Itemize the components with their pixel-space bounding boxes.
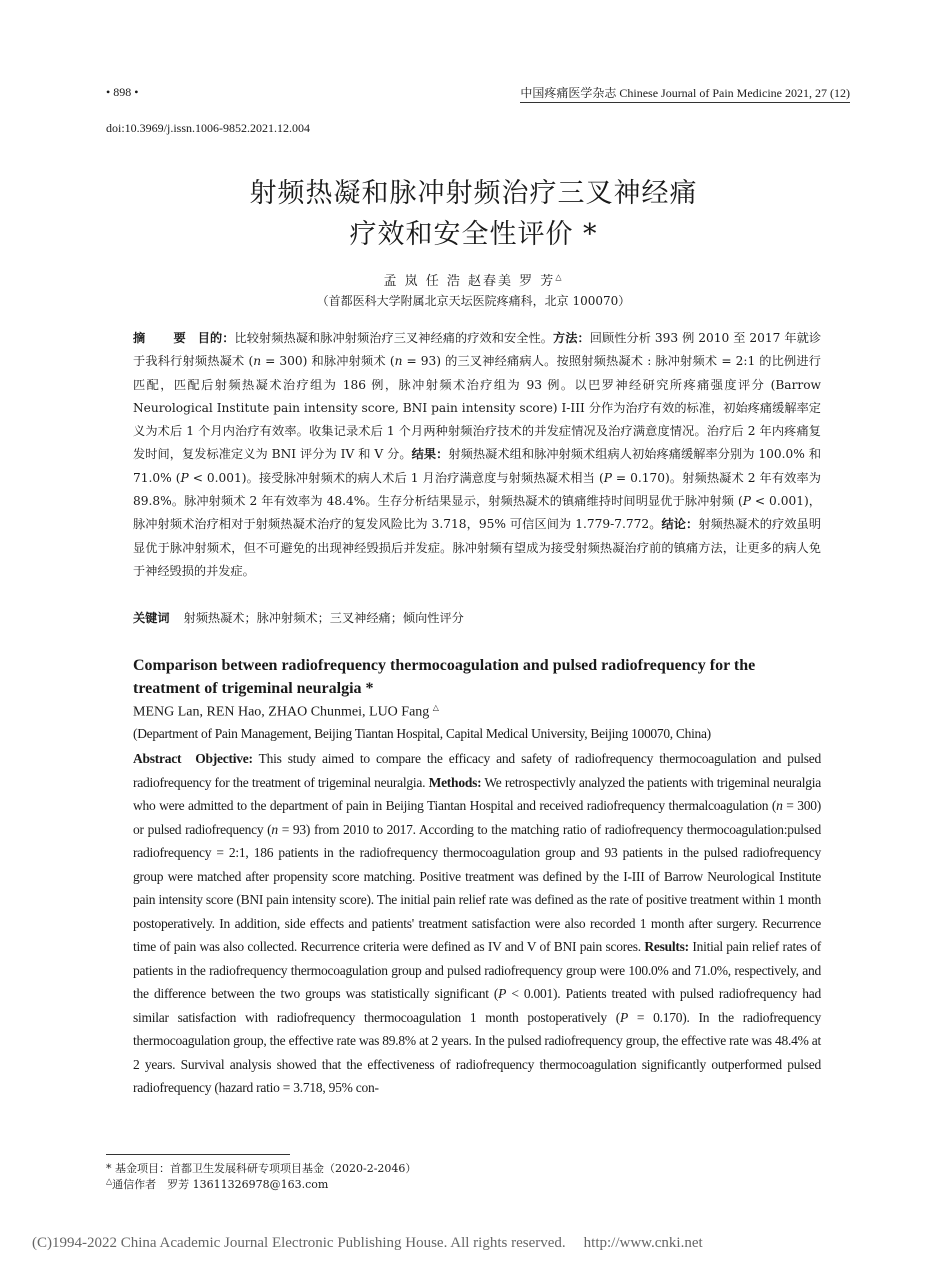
authors-en [133, 703, 439, 721]
p-symbol: P [180, 470, 189, 485]
p-symbol: P [498, 986, 507, 1001]
footnote-fund: * 基金项目：首都卫生发展科研专项项目基金（2020-2-2046） [106, 1162, 417, 1175]
footnote-corresponding [106, 1176, 328, 1192]
authors-en-names: MENG Lan, REN Hao, ZHAO Chunmei, LUO Fang [133, 704, 430, 720]
conclusion-cn-label: 结论： [661, 517, 699, 532]
methods-en: We retrospectivly analyzed the patients with trigeminal neuralgia who were admitted to the department of pain in Beijing Tiantan Hospital and received radiofrequency thermalcoagulation ( [133, 774, 821, 813]
results-cn: 射频热凝术组和脉冲射频术组病人初始疼痛缓解率分别为 100.0% 和 71.0% ( [133, 447, 822, 485]
keywords-cn [133, 609, 464, 626]
abstract-en [133, 747, 821, 1100]
corresponding-mark: △ [106, 1176, 113, 1186]
copyright-line [32, 1235, 703, 1252]
n-symbol: n [271, 821, 278, 837]
objective-cn-label: 目的： [197, 331, 235, 345]
p-symbol: P [603, 470, 612, 485]
keywords-cn-text: 射频热凝术；脉冲射频术；三叉神经痛；倾向性评分 [183, 611, 464, 625]
affiliation-en: (Department of Pain Management, Beijing Tiantan Hospital, Capital Medical University, Beijing 100070, China) [133, 726, 711, 741]
methods-cn: = 300) 和脉冲射频术 ( [261, 354, 395, 369]
title-cn-line1: 射频热凝和脉冲射频治疗三叉神经痛 [249, 178, 698, 209]
results-en: = 0.170). In the radiofrequency thermocoagulation group, the effective rate was 89.8% at 2 years. In the pulsed radiofrequency group, the effective rate was 48.4% at 2 years. Survival analysis showed that the effectiveness of radiofrequency thermocoagulation significantly outperformed pulsed radiofrequency (hazard ratio = 3.718, 95% con- [133, 1009, 821, 1095]
corresponding-text: 通信作者 罗芳 13611326978@163.com [112, 1178, 329, 1191]
results-cn-label: 结果： [411, 447, 449, 462]
abstract-en-label: Abstract [133, 751, 182, 766]
methods-cn-label: 方法： [552, 331, 590, 345]
abstract-cn-label: 摘 要 [133, 331, 198, 345]
p-symbol: P [620, 1009, 628, 1025]
authors-cn [0, 270, 947, 289]
objective-en: This study aimed to compare the efficacy and safety of radiofrequency thermocoagulation and pulsed radiofrequency for the treatment of trigeminal neuralgia. [133, 751, 821, 790]
results-en-label: Results: [644, 939, 689, 954]
author-mark: △ [432, 703, 439, 712]
doi: doi:10.3969/j.issn.1006-9852.2021.12.004 [106, 121, 311, 135]
p-symbol: P [742, 494, 751, 509]
title-cn-line2: 疗效和安全性评价 * [349, 219, 598, 250]
footnote-rule [106, 1154, 290, 1155]
methods-en: = 300) or pulsed radiofrequency ( [133, 798, 822, 837]
cnki-link[interactable]: http://www.cnki.net [583, 1235, 703, 1251]
results-cn: < 0.001)，脉冲射频术治疗相对于射频热凝术治疗的复发风险比为 3.718，95% 可信区间为 1.779-7.772。 [133, 494, 821, 532]
objective-cn: 比较射频热凝和脉冲射频治疗三叉神经痛的疗效和安全性。 [234, 331, 553, 345]
conclusion-cn: 射频热凝术的疗效虽明显优于脉冲射频术，但不可避免的出现神经毁损后并发症。脉冲射频有望成为接受射频热凝治疗前的镇痛方法，让更多的病人免于神经毁损的并发症。 [133, 517, 822, 578]
title-en: Comparison between radiofrequency thermocoagulation and pulsed radiofrequency for the treatment of trigeminal neuralgia * [133, 657, 756, 697]
results-cn: < 0.001)。接受脉冲射频术的病人术后 1 月治疗满意度与射频热凝术相当 ( [188, 470, 604, 485]
results-en: Initial pain relief rates of patients in the radiofrequency thermocoagulation group and pulsed radiofrequency group were 100.0% and 71.0%, respectively, and the difference between the two groups was statistically significant ( [133, 939, 821, 1001]
keywords-cn-label: 关键词 [133, 611, 170, 625]
methods-cn: = 93) 的三叉神经痛病人。按照射频热凝术 : 脉冲射频术 = 2:1 的比例进行匹配，匹配后射频热凝术治疗组为 186 例，脉冲射频术治疗组为 93 例。以巴罗神经研究所疼痛强度评分 (Barrow Neurological Institute pain intensity score, BNI pain intensity score) I-III 分作为治疗有效的标准，初始疼痛缓解率定义为术后 1 个月内治疗有效率。收集记录术后 1 个月两种射频治疗技术的并发症情况及治疗满意度情况。治疗后 2 年内疼痛复发时间，复发标准定义为 BNI 评分为 IV 和 V 分。 [133, 354, 821, 462]
n-symbol: n [394, 354, 403, 369]
author-mark: △ [555, 272, 564, 282]
affiliation-cn: （首都医科大学附属北京天坛医院疼痛科，北京 100070） [316, 294, 631, 308]
copyright-text: (C)1994-2022 China Academic Journal Electronic Publishing House. All rights reserved. [32, 1235, 566, 1251]
abstract-cn [133, 327, 821, 583]
methods-cn: 回顾性分析 393 例 2010 至 2017 年就诊于我科行射频热凝术 ( [133, 331, 822, 369]
results-cn: = 0.170)。射频热凝术 2 年有效率为 89.8%。脉冲射频术 2 年有效率为 48.4%。生存分析结果显示，射频热凝术的镇痛维持时间明显优于脉冲射频 ( [133, 470, 821, 509]
methods-en-label: Methods: [428, 774, 482, 790]
methods-en: = 93) from 2010 to 2017. According to the matching ratio of radiofrequency thermocoagulation:pulsed radiofrequency = 2:1, 186 patients in the radiofrequency thermocoagulation group and 93 patients in the pulsed radiofrequency group were matched after propensity score matching. Positive treatment was defined by the I-III of Barrow Neurological Institute pain intensity score (BNI pain intensity score). The initial pain relief rate was defined as the rate of positive treatment within 1 month postoperatively. In addition, side effects and patients' treatment satisfaction were also recorded 1 month after surgery. Recurrence time of pain was also collected. Recurrence criteria were defined as IV and V of BNI pain scores. [133, 821, 821, 954]
results-en: < 0.001). Patients treated with pulsed radiofrequency had similar satisfaction with radiofrequency thermocoagulation 1 month postoperatively ( [133, 986, 821, 1025]
page-number: • 898 • [106, 85, 139, 99]
n-symbol: n [776, 798, 783, 813]
objective-en-label: Objective: [195, 751, 253, 766]
journal-header: 中国疼痛医学杂志 Chinese Journal of Pain Medicine 2021, 27 (12) [520, 84, 850, 103]
authors-cn-names: 孟 岚 任 浩 赵春美 罗 芳 [383, 274, 556, 289]
n-symbol: n [253, 354, 262, 369]
